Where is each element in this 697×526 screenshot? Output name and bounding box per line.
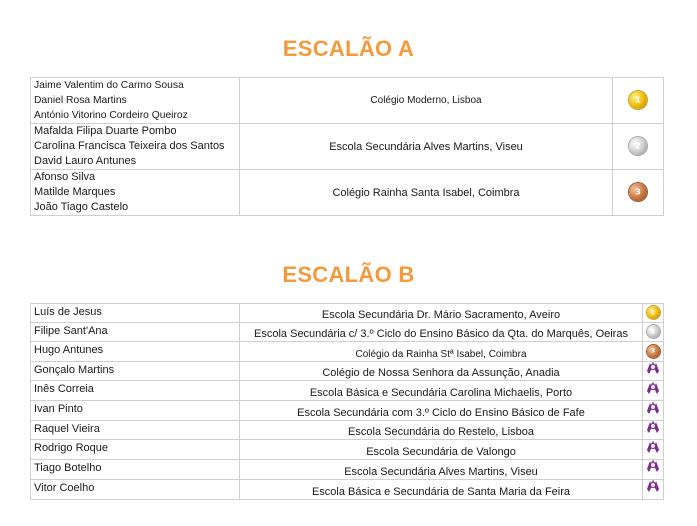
table-row: [31, 421, 664, 440]
member-name: António Vitorino Cordeiro Queiroz: [34, 110, 188, 121]
escalao-b-table: [30, 303, 664, 500]
honorable-mention-ribbon-icon: [646, 362, 660, 380]
school-name: Colégio da Rainha Stª Isabel, Coimbra: [240, 342, 643, 362]
table-row: [31, 460, 664, 479]
award-cell: [613, 78, 664, 124]
team-members: [31, 170, 240, 216]
member-name: Mafalda Filipa Duarte Pombo: [34, 125, 177, 137]
award-cell: [613, 124, 664, 170]
silver-medal-icon: 2: [629, 137, 647, 155]
member-name: Jaime Valentim do Carmo Sousa: [34, 80, 184, 91]
participant-name: Raquel Vieira: [31, 421, 240, 440]
school-name: Escola Secundária c/ 3.º Ciclo do Ensino Básico da Qta. do Marquês, Oeiras: [240, 323, 643, 342]
school-name: Escola Secundária com 3.º Ciclo do Ensino Básico de Fafe: [240, 401, 643, 421]
team-members: [31, 124, 240, 170]
table-row: [31, 78, 664, 124]
member-name: Daniel Rosa Martins: [34, 95, 127, 106]
honorable-mention-ribbon-icon: [646, 480, 660, 498]
section-a-title: ESCALÃO A: [282, 36, 415, 61]
school-name: Escola Secundária Dr. Mário Sacramento, Aveiro: [240, 304, 643, 323]
table-row: [31, 170, 664, 216]
member-name: João Tiago Castelo: [34, 201, 129, 213]
award-cell: [643, 421, 664, 440]
school-name: Escola Secundária de Valongo: [240, 440, 643, 460]
participant-name: Inês Correia: [31, 381, 240, 401]
award-cell: [643, 342, 664, 362]
honorable-mention-ribbon-icon: [646, 421, 660, 439]
award-cell: [643, 323, 664, 342]
participant-name: Luís de Jesus: [31, 304, 240, 323]
table-row: [31, 381, 664, 401]
table-row: [31, 362, 664, 381]
honorable-mention-ribbon-icon: [646, 402, 660, 420]
award-cell: [643, 479, 664, 499]
table-row: [31, 401, 664, 421]
section-b-title: ESCALÃO B: [282, 262, 415, 287]
school-name: Colégio de Nossa Senhora da Assunção, Anadia: [240, 362, 643, 381]
school-name: Escola Secundária Alves Martins, Viseu: [240, 124, 613, 170]
award-cell: [643, 381, 664, 401]
participant-name: Gonçalo Martins: [31, 362, 240, 381]
table-row: [31, 304, 664, 323]
bronze-medal-icon: 3: [629, 183, 647, 201]
member-name: Carolina Francisca Teixeira dos Santos: [34, 140, 225, 152]
school-name: Escola Básica e Secundária Carolina Michaelis, Porto: [240, 381, 643, 401]
escalao-a-table: [30, 77, 664, 216]
school-name: Colégio Rainha Santa Isabel, Coimbra: [240, 170, 613, 216]
award-cell: [643, 304, 664, 323]
participant-name: Tiago Botelho: [31, 460, 240, 479]
school-name: Escola Básica e Secundária de Santa Maria da Feira: [240, 479, 643, 499]
silver-medal-icon: 2: [647, 325, 660, 338]
table-row: [31, 124, 664, 170]
table-row: [31, 323, 664, 342]
member-name: Matilde Marques: [34, 186, 116, 198]
honorable-mention-ribbon-icon: [646, 382, 660, 400]
participant-name: Vitor Coelho: [31, 479, 240, 499]
gold-medal-icon: 1: [629, 91, 647, 109]
award-cell: [613, 170, 664, 216]
member-name: David Lauro Antunes: [34, 155, 137, 167]
honorable-mention-ribbon-icon: [646, 441, 660, 459]
award-cell: [643, 460, 664, 479]
gold-medal-icon: 1: [647, 306, 660, 319]
school-name: Escola Secundária Alves Martins, Viseu: [240, 460, 643, 479]
school-name: Escola Secundária do Restelo, Lisboa: [240, 421, 643, 440]
participant-name: Hugo Antunes: [31, 342, 240, 362]
team-members: [31, 78, 240, 124]
award-cell: [643, 401, 664, 421]
participant-name: Filipe Sant'Ana: [31, 323, 240, 342]
award-cell: [643, 440, 664, 460]
participant-name: Ivan Pinto: [31, 401, 240, 421]
table-row: [31, 342, 664, 362]
award-cell: [643, 362, 664, 381]
table-row: [31, 479, 664, 499]
participant-name: Rodrigo Roque: [31, 440, 240, 460]
table-row: [31, 440, 664, 460]
honorable-mention-ribbon-icon: [646, 460, 660, 478]
bronze-medal-icon: 3: [647, 345, 660, 358]
member-name: Afonso Silva: [34, 171, 96, 183]
school-name: Colégio Moderno, Lisboa: [240, 78, 613, 124]
